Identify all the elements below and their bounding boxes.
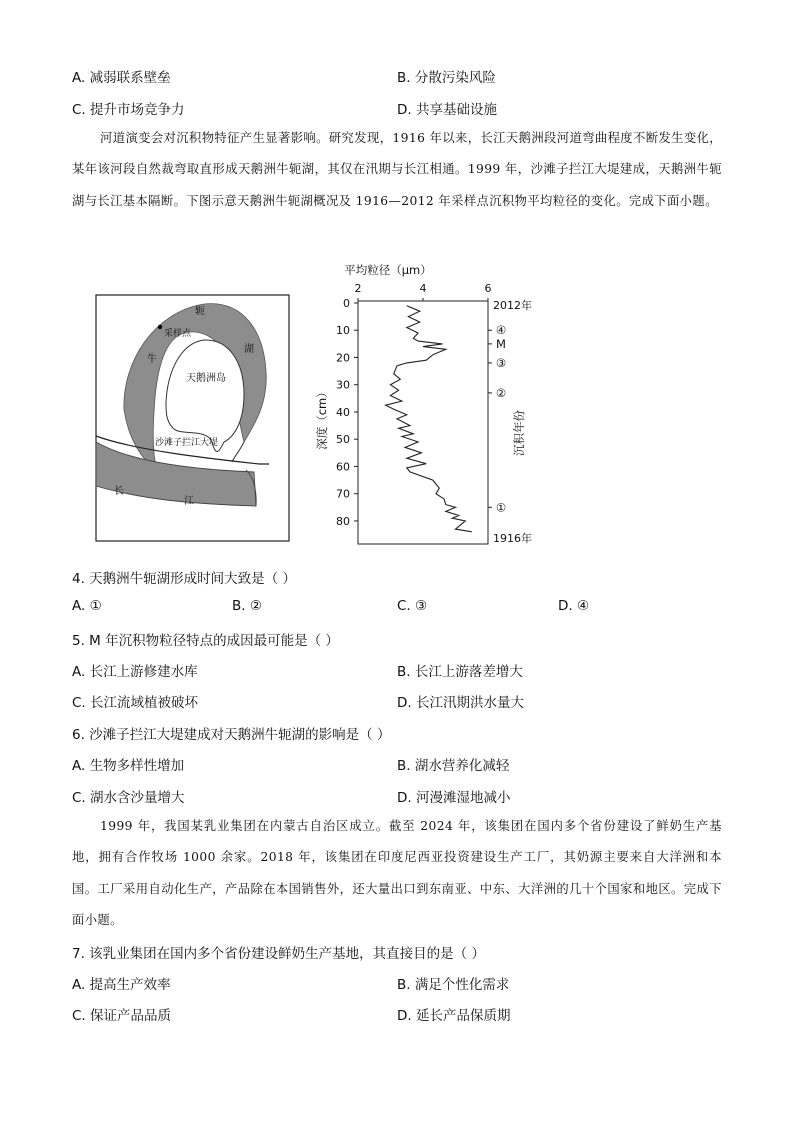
grain-size-chart: [300, 258, 550, 553]
q4-option-d: D. ④: [558, 598, 590, 614]
chart-title: 平均粒径（μm）: [344, 263, 432, 277]
label-hu: 湖: [244, 344, 254, 355]
q7-option-d: D. 延长产品保质期: [397, 1008, 511, 1024]
q5-option-d: D. 长江汛期洪水量大: [397, 695, 524, 711]
label-niu: 牛: [147, 354, 157, 365]
label-chang: 长: [114, 486, 124, 497]
oxbow-lake-map: [94, 292, 292, 550]
y-tick-label: 10: [336, 324, 350, 338]
label-sample-point: 采样点: [164, 329, 192, 339]
q4-stem: 4. 天鹅洲牛轭湖形成时间大致是（ ）: [72, 571, 296, 587]
q5-stem: 5. M 年沉积物粒径特点的成因最可能是（ ）: [72, 633, 339, 649]
year-bottom: 1916年: [493, 532, 532, 545]
y-tick-label: 40: [336, 405, 350, 419]
q7-option-c: C. 保证产品品质: [72, 1008, 172, 1024]
y-tick-label: 30: [336, 378, 350, 392]
x-tick-label: 6: [484, 282, 492, 295]
q3-option-b: B. 分散污染风险: [397, 70, 496, 86]
label-jiang: 江: [184, 496, 194, 507]
right-axis-label: 沉积年份: [512, 410, 526, 456]
y-axis-label: 深度（cm）: [315, 386, 329, 450]
marker-label: ②: [495, 385, 507, 400]
marker-label: ④: [495, 323, 507, 338]
plot-frame: [358, 301, 488, 544]
q7-option-b: B. 满足个性化需求: [397, 977, 510, 993]
x-tick-label: 4: [419, 282, 427, 295]
q3-option-d: D. 共享基础设施: [397, 102, 497, 118]
q4-option-b: B. ②: [232, 598, 262, 614]
y-tick-label: 70: [336, 487, 350, 501]
q3-option-c: C. 提升市场竞争力: [72, 102, 185, 118]
label-e: 轭: [195, 306, 205, 317]
y-tick-label: 60: [336, 460, 350, 474]
q6-option-c: C. 湖水含沙量增大: [72, 790, 185, 806]
marker-label: ③: [495, 355, 507, 370]
q4-option-a: A. ①: [72, 598, 102, 614]
q4-option-c: C. ③: [397, 598, 428, 614]
marker-label: M: [496, 336, 506, 351]
sample-point-marker: [158, 325, 162, 329]
year-top: 2012年: [493, 299, 532, 312]
q6-option-b: B. 湖水营养化减轻: [397, 758, 510, 774]
q6-option-a: A. 生物多样性增加: [72, 758, 185, 774]
q5-option-a: A. 长江上游修建水库: [72, 664, 198, 680]
y-tick-label: 50: [336, 433, 350, 447]
y-ticks: [336, 297, 358, 528]
year-markers: [488, 323, 506, 514]
x-ticks: [355, 282, 492, 301]
passage-dairy: 1999 年，我国某乳业集团在内蒙古自治区成立。截至 2024 年，该集团在国内多个省份建设了鲜奶生产基地，拥有合作牧场 1000 余家。2018 年，该集团在印度尼西亚投资建设生产工厂，其奶源主要来自大洋洲和本国。工厂采用自动化生产，产品除在本国销售外，还大量出口到东南亚、中东、大洋洲的几十个国家和地区。完成下面小题。: [72, 819, 722, 927]
q6-stem: 6. 沙滩子拦江大堤建成对天鹅洲牛轭湖的影响是（ ）: [72, 727, 391, 743]
q5-option-b: B. 长江上游落差增大: [397, 664, 523, 680]
marker-label: ①: [495, 500, 507, 515]
y-tick-label: 20: [336, 351, 350, 365]
q3-option-a: A. 减弱联系壁垒: [72, 70, 171, 86]
q5-option-c: C. 长江流域植被破坏: [72, 695, 199, 711]
grain-size-line: [386, 306, 472, 532]
label-dam: 沙滩子拦江大堤: [155, 438, 219, 448]
y-tick-label: 80: [336, 514, 350, 528]
x-tick-label: 2: [354, 282, 362, 295]
q7-option-a: A. 提高生产效率: [72, 977, 171, 993]
q6-option-d: D. 河漫滩湿地减小: [397, 790, 511, 806]
label-island: 天鹅洲岛: [186, 373, 226, 384]
q7-stem: 7. 该乳业集团在国内多个省份建设鲜奶生产基地，其直接目的是（ ）: [72, 946, 485, 962]
y-tick-label: 0: [343, 297, 350, 310]
passage-river: 河道演变会对沉积物特征产生显著影响。研究发现，1916 年以来，长江天鹅洲段河道弯曲程度不断发生变化，某年该河段自然裁弯取直形成天鹅洲牛轭湖，其仅在汛期与长江相通。1999 年，沙滩子拦江大堤建成，天鹅洲牛轭湖与长江基本隔断。下图示意天鹅洲牛轭湖概况及 1916—2012 年采样点沉积物平均粒径的变化。完成下面小题。: [72, 131, 722, 208]
